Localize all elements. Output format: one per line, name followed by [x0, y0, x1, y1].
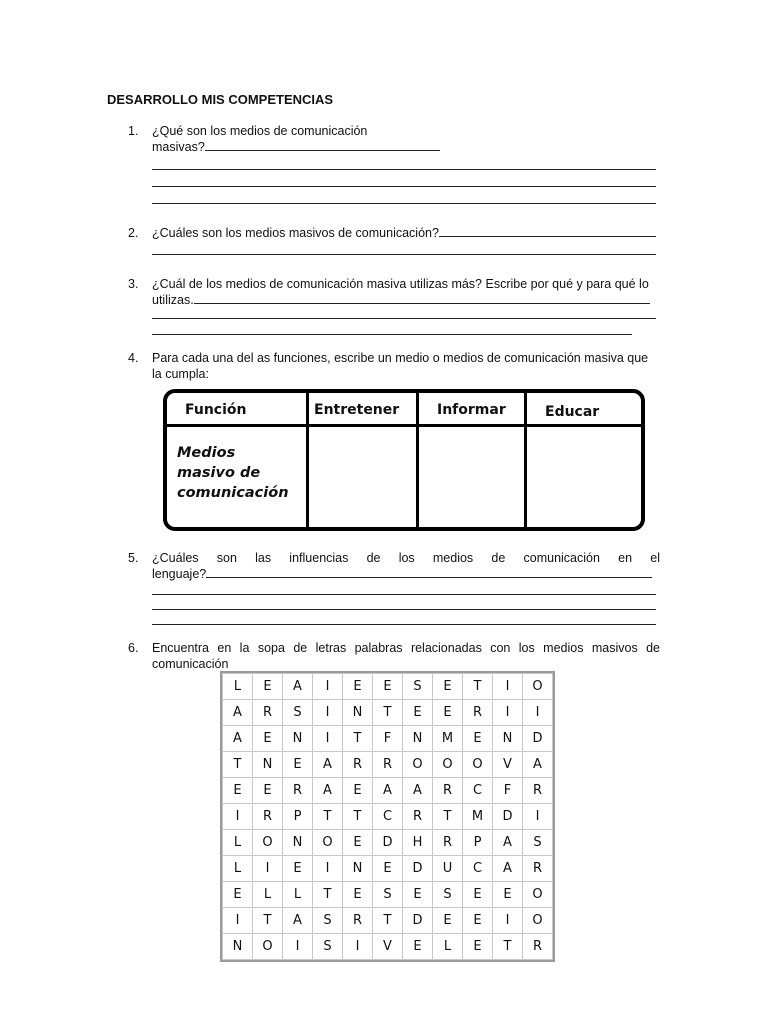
question-number: 1.: [128, 124, 139, 138]
cell-educar[interactable]: [528, 428, 638, 524]
question-number: 4.: [128, 351, 139, 365]
word-search-cell[interactable]: T: [373, 700, 403, 726]
word-search-cell[interactable]: S: [313, 908, 343, 934]
word-search-row: [223, 934, 553, 960]
word-search-cell[interactable]: P: [463, 830, 493, 856]
answer-line[interactable]: [152, 334, 632, 335]
word-search-cell[interactable]: E: [283, 856, 313, 882]
word-search-cell[interactable]: O: [403, 752, 433, 778]
word-search-cell[interactable]: L: [253, 882, 283, 908]
word-search-cell[interactable]: L: [433, 934, 463, 960]
page-title: DESARROLLO MIS COMPETENCIAS: [107, 92, 334, 107]
word-search-cell[interactable]: R: [433, 778, 463, 804]
header-informar: Informar: [437, 402, 506, 418]
word-search-cell[interactable]: A: [223, 726, 253, 752]
word-search-cell[interactable]: A: [223, 700, 253, 726]
table-divider: [416, 393, 419, 527]
word-search-cell[interactable]: R: [463, 700, 493, 726]
word-search-cell[interactable]: R: [523, 778, 553, 804]
word-search-cell[interactable]: C: [463, 778, 493, 804]
word-search-cell[interactable]: I: [253, 856, 283, 882]
word-search-cell[interactable]: I: [313, 700, 343, 726]
answer-line[interactable]: [152, 318, 656, 319]
word-search-cell[interactable]: R: [523, 856, 553, 882]
word-search-cell[interactable]: S: [403, 674, 433, 700]
word-search-cell[interactable]: E: [463, 726, 493, 752]
header-entretener: Entretener: [314, 402, 400, 418]
word-search-cell[interactable]: E: [493, 882, 523, 908]
word-search-cell[interactable]: E: [253, 726, 283, 752]
word-search-cell[interactable]: T: [223, 752, 253, 778]
word-search-cell[interactable]: A: [493, 830, 523, 856]
word-search-cell[interactable]: S: [373, 882, 403, 908]
word-search-cell[interactable]: E: [463, 908, 493, 934]
answer-blank[interactable]: [194, 292, 650, 304]
word-search-cell[interactable]: E: [223, 778, 253, 804]
word-search-cell[interactable]: F: [493, 778, 523, 804]
word-search-cell[interactable]: D: [403, 856, 433, 882]
question-number: 5.: [128, 551, 139, 565]
word-search-cell[interactable]: H: [403, 830, 433, 856]
word-search-cell[interactable]: A: [373, 778, 403, 804]
word-search-cell[interactable]: I: [283, 934, 313, 960]
word-search-cell[interactable]: A: [313, 752, 343, 778]
word-search-row: [223, 674, 553, 700]
word-search-cell[interactable]: N: [343, 856, 373, 882]
word-search-cell[interactable]: E: [283, 752, 313, 778]
word-search-cell[interactable]: L: [223, 830, 253, 856]
question-text: la cumpla:: [152, 367, 209, 381]
word-search-cell[interactable]: R: [523, 934, 553, 960]
question-number: 2.: [128, 226, 139, 240]
word-search-row: [223, 830, 553, 856]
word-search-cell[interactable]: N: [283, 830, 313, 856]
word-search-cell[interactable]: L: [283, 882, 313, 908]
word-search-cell[interactable]: R: [253, 804, 283, 830]
word-search-cell[interactable]: T: [343, 726, 373, 752]
word-search-cell[interactable]: E: [403, 934, 433, 960]
word-search-cell[interactable]: C: [463, 856, 493, 882]
word-search-cell[interactable]: E: [403, 700, 433, 726]
cell-entretener[interactable]: [310, 428, 414, 524]
row-label-line: comunicación: [177, 485, 289, 501]
word-search-cell[interactable]: I: [523, 700, 553, 726]
row-label-line: masivo de: [177, 465, 261, 481]
cell-informar[interactable]: [420, 428, 522, 524]
word-search-cell[interactable]: O: [523, 882, 553, 908]
word-search-cell[interactable]: A: [283, 674, 313, 700]
header-funcion: Función: [185, 402, 247, 418]
word-search-cell[interactable]: V: [493, 752, 523, 778]
word-search-cell[interactable]: T: [463, 674, 493, 700]
word-search-cell[interactable]: I: [313, 674, 343, 700]
word-search-cell[interactable]: R: [403, 804, 433, 830]
answer-line[interactable]: [152, 169, 656, 170]
word-search-cell[interactable]: T: [313, 882, 343, 908]
question-text: Para cada una del as funciones, escribe un medio o medios de comunicación masiva que: [152, 351, 649, 365]
question-text: ¿Cuál de los medios de comunicación masiva utilizas más? Escribe por qué y para qué lo: [152, 277, 649, 291]
word-search-cell[interactable]: T: [253, 908, 283, 934]
word-search-cell[interactable]: I: [493, 908, 523, 934]
header-educar: Educar: [545, 404, 600, 420]
word-search-cell[interactable]: T: [313, 804, 343, 830]
answer-line[interactable]: [152, 624, 656, 625]
answer-line[interactable]: [152, 203, 656, 204]
word-search-cell[interactable]: I: [313, 856, 343, 882]
word-search-cell[interactable]: N: [283, 726, 313, 752]
word-search-row: [223, 752, 553, 778]
question-text: comunicación: [152, 657, 229, 671]
row-label-line: Medios: [177, 445, 236, 461]
word-search-row: [223, 726, 553, 752]
word-search-cell[interactable]: A: [493, 856, 523, 882]
word-search-cell[interactable]: E: [433, 700, 463, 726]
word-search-cell[interactable]: O: [313, 830, 343, 856]
word-search-cell[interactable]: A: [313, 778, 343, 804]
word-search-cell[interactable]: A: [403, 778, 433, 804]
answer-line[interactable]: [152, 594, 656, 595]
word-search-cell[interactable]: L: [223, 674, 253, 700]
word-search-cell[interactable]: E: [463, 882, 493, 908]
word-search-cell[interactable]: A: [283, 908, 313, 934]
word-search-cell[interactable]: N: [493, 726, 523, 752]
word-search-cell[interactable]: R: [253, 700, 283, 726]
word-search-cell[interactable]: P: [283, 804, 313, 830]
word-search-cell[interactable]: I: [343, 934, 373, 960]
word-search-cell[interactable]: I: [223, 804, 253, 830]
word-search-row: [223, 700, 553, 726]
answer-blank[interactable]: [439, 225, 656, 237]
functions-table: [163, 389, 645, 531]
word-search-cell[interactable]: F: [373, 726, 403, 752]
answer-line[interactable]: [152, 254, 656, 255]
question-text: utilizas.: [152, 293, 194, 307]
answer-blank[interactable]: [205, 139, 440, 151]
word-search-cell[interactable]: E: [463, 934, 493, 960]
word-search-cell[interactable]: S: [523, 830, 553, 856]
word-search-row: [223, 856, 553, 882]
word-search-cell[interactable]: N: [403, 726, 433, 752]
word-search-cell[interactable]: L: [223, 856, 253, 882]
word-search-cell[interactable]: D: [373, 830, 403, 856]
word-search-cell[interactable]: E: [373, 856, 403, 882]
word-search-cell[interactable]: N: [343, 700, 373, 726]
word-search-cell[interactable]: T: [493, 934, 523, 960]
word-search-cell[interactable]: N: [253, 752, 283, 778]
word-search-cell[interactable]: E: [433, 674, 463, 700]
word-search-cell[interactable]: I: [523, 804, 553, 830]
word-search-row: [223, 908, 553, 934]
word-search-cell[interactable]: R: [373, 752, 403, 778]
word-search-cell[interactable]: A: [523, 752, 553, 778]
word-search-cell[interactable]: T: [433, 804, 463, 830]
word-search-cell[interactable]: E: [343, 674, 373, 700]
question-text: Encuentra en la sopa de letras palabras relacionadas con los medios masivos de: [152, 641, 660, 655]
word-search-cell[interactable]: M: [433, 726, 463, 752]
word-search-cell[interactable]: R: [433, 830, 463, 856]
word-search-cell[interactable]: I: [493, 674, 523, 700]
word-search-cell[interactable]: T: [373, 908, 403, 934]
word-search-cell[interactable]: D: [493, 804, 523, 830]
word-search-cell[interactable]: O: [463, 752, 493, 778]
word-search-cell[interactable]: T: [343, 804, 373, 830]
word-search-cell[interactable]: O: [253, 934, 283, 960]
word-search-cell[interactable]: D: [403, 908, 433, 934]
answer-line[interactable]: [152, 609, 656, 610]
word-search-cell[interactable]: I: [313, 726, 343, 752]
word-search-cell[interactable]: E: [253, 674, 283, 700]
word-search-cell[interactable]: M: [463, 804, 493, 830]
word-search-cell[interactable]: O: [523, 674, 553, 700]
question-text: lenguaje?: [152, 567, 207, 581]
word-search-cell[interactable]: S: [433, 882, 463, 908]
question-text: ¿Qué son los medios de comunicación: [152, 124, 368, 138]
question-text: masivas?: [152, 140, 205, 154]
word-search-cell[interactable]: C: [373, 804, 403, 830]
word-search-cell[interactable]: R: [343, 752, 373, 778]
question-number: 6.: [128, 641, 139, 655]
word-search-cell[interactable]: E: [433, 908, 463, 934]
word-search-cell[interactable]: I: [223, 908, 253, 934]
word-search-cell[interactable]: O: [433, 752, 463, 778]
word-search-cell[interactable]: R: [343, 908, 373, 934]
word-search-cell[interactable]: U: [433, 856, 463, 882]
table-divider: [524, 393, 527, 527]
word-search-cell[interactable]: D: [523, 726, 553, 752]
row-label-medios: [177, 443, 313, 503]
word-search-cell[interactable]: E: [343, 830, 373, 856]
word-search-cell[interactable]: S: [313, 934, 343, 960]
word-search-cell[interactable]: I: [493, 700, 523, 726]
word-search-row: [223, 804, 553, 830]
word-search-cell[interactable]: V: [373, 934, 403, 960]
word-search-cell[interactable]: E: [223, 882, 253, 908]
word-search-cell[interactable]: N: [223, 934, 253, 960]
answer-blank[interactable]: [206, 566, 652, 578]
question-number: 3.: [128, 277, 139, 291]
question-text: ¿Cuáles son las influencias de los medios de comunicación en el: [152, 551, 660, 565]
word-search-cell[interactable]: E: [253, 778, 283, 804]
answer-line[interactable]: [152, 186, 656, 187]
word-search-row: [223, 882, 553, 908]
table-divider: [167, 424, 641, 427]
question-text: ¿Cuáles son los medios masivos de comunicación?: [152, 226, 439, 240]
word-search-cell[interactable]: O: [523, 908, 553, 934]
word-search-cell[interactable]: S: [283, 700, 313, 726]
word-search-grid: [222, 673, 553, 960]
word-search-cell[interactable]: R: [283, 778, 313, 804]
word-search-cell[interactable]: E: [403, 882, 433, 908]
word-search-row: [223, 778, 553, 804]
word-search-cell[interactable]: E: [343, 778, 373, 804]
word-search-cell[interactable]: O: [253, 830, 283, 856]
word-search-cell[interactable]: E: [373, 674, 403, 700]
word-search-cell[interactable]: E: [343, 882, 373, 908]
